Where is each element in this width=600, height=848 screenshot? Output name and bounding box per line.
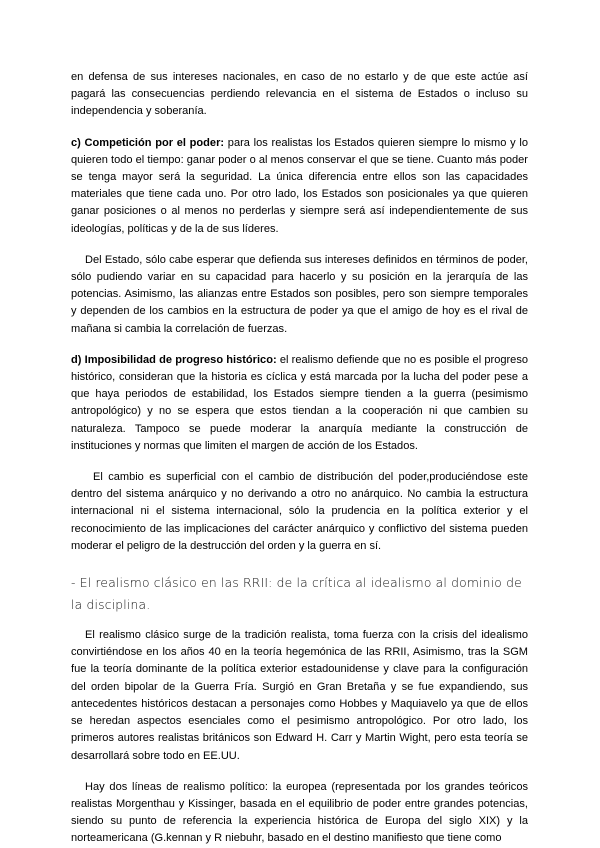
paragraph-superficial-change: El cambio es superficial con el cambio de distribución del poder,produciéndose este dentro del sistema anárquico y no derivando a otro no anárquico. No cambia la estructura internacional ni el sistema internacional, sólo la prudencia en la política exterior y el reconocimiento de las implicaciones del carácter anárquico y conflictivo del sistema pueden moderar el peligro de la destrucción del orden y la guerra en sí. — [71, 471, 528, 552]
paragraph-text: el realismo defiende que no es posible el progreso histórico, consideran que la historia es cíclica y está marcada por la lucha del poder pese a que haya periodos de estabilidad, los Estados siempre tienden a la guerra (pesimismo antropológico) y no se espera que estos tiendan a la cooperación ni que cambien su naturaleza. Tampoco se puede moderar la anarquía mediante la construcción de instituciones y normas que limiten el margen de acción de los Estados. — [71, 353, 528, 452]
section-label-c: c) Competición por el poder: — [71, 136, 225, 149]
paragraph-historical-progress — [71, 352, 528, 455]
paragraph-competition-for-power — [71, 135, 528, 238]
paragraph-two-lines-realism: Hay dos líneas de realismo político: la europea (representada por los grandes teóricos realistas Morgenthau y Kissinger, basada en el equilibrio de poder entre grandes potencias, siendo su punto de referencia la experiencia histórica de Europa del siglo XIX) y la norteamericana (G.kennan y R niebuhr, basado en el destino manifiesto que tiene como — [71, 780, 528, 845]
paragraph-classical-realism: El realismo clásico surge de la tradición realista, toma fuerza con la crisis del idealismo convirtiéndose en los años 40 en la teoría hegemónica de las RRII, Asimismo, tras la SGM fue la teoría dominante de la política exterior estadounidense y clave para la configuración del orden bipolar de la Guerra Fría. Surgió en Gran Bretaña y se fue expandiendo, sus antecedentes históricos destacan a personajes como Hobbes y Maquiavelo ya que de ellos se heredan aspectos esenciales como el pesimismo antropológico. Por otro lado, los primeros autores realistas británicos son Edward H. Carr y Martin Wight, pero esta teoría se desarrollará sobre todo en EE.UU. — [71, 629, 528, 762]
section-heading: - El realismo clásico en las RRII: de la crítica al idealismo al dominio de la disciplina. — [71, 576, 522, 613]
document-page — [71, 69, 528, 848]
paragraph-national-interests: en defensa de sus intereses nacionales, en caso de no estarlo y de que este actúe así pagará las consecuencias perdiendo relevancia en el sistema de Estados o incluso su independencia y soberanía. — [71, 71, 528, 118]
paragraph-state-interests: Del Estado, sólo cabe esperar que defienda sus intereses definidos en términos de poder, sólo pudiendo variar en su capacidad para hacerlo y su posición en la jerarquía de las potencias. Asimismo, las alianzas entre Estados son posibles, pero son siempre temporales y dependen de los cambios en la estructura de poder ya que el amigo de hoy es el rival de mañana si cambia la correlación de fuerzas. — [71, 253, 528, 335]
paragraph-text: para los realistas los Estados quieren siempre lo mismo y lo quieren todo el tiempo: ganar poder o al menos conservar el que se tiene. Cuanto más poder se tenga mayor será la seguridad. La única diferencia entre ellos son las capacidades materiales que tiene cada uno. Por otro lado, los Estados son posicionales ya que quieren ganar posiciones o al menos no perderlas y siempre será así independientemente de sus ideologías, políticas y de la de sus líderes. — [71, 136, 528, 235]
section-label-d: d) Imposibilidad de progreso histórico: — [71, 353, 277, 366]
